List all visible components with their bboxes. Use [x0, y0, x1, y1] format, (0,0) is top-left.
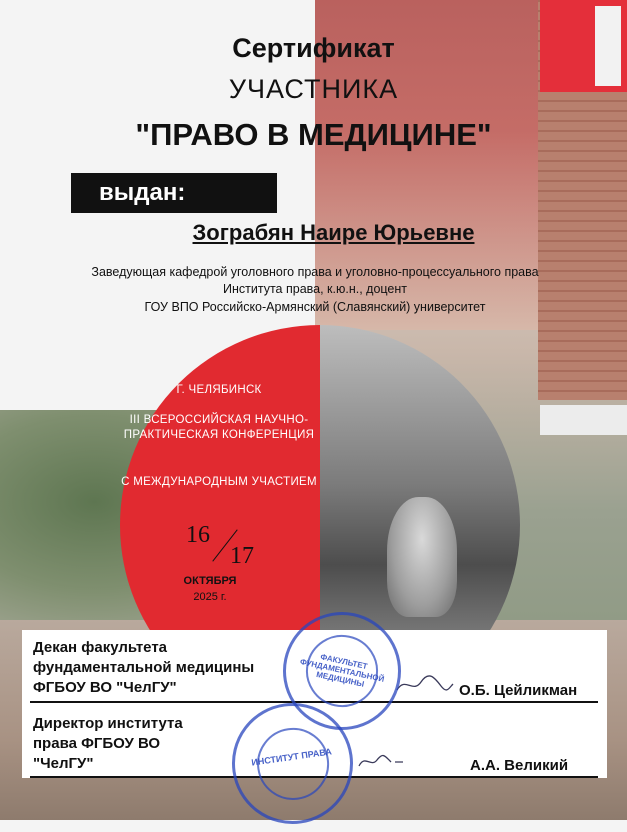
event-title: "ПРАВО В МЕДИЦИНЕ"	[135, 117, 492, 152]
certificate-subtitle: УЧАСТНИКА	[228, 74, 399, 104]
background-window	[540, 405, 627, 435]
stamp-1-text: ФАКУЛЬТЕТ ФУНДАМЕНТАЛЬНОЙ МЕДИЦИНЫ	[299, 652, 386, 689]
conference-participation: С МЕЖДУНАРОДНЫМ УЧАСТИЕМ	[121, 476, 317, 488]
handwritten-signature-1	[395, 672, 455, 697]
issued-banner	[71, 173, 277, 213]
stamp-2-text: ИНСТИТУТ ПРАВА	[250, 746, 333, 768]
handwritten-signature-2	[355, 748, 405, 773]
conference-name: III ВСЕРОССИЙСКАЯ НАУЧНО-ПРАКТИЧЕСКАЯ КОНФЕРЕНЦИЯ	[123, 414, 315, 441]
conference-city: Г. ЧЕЛЯБИНСК	[176, 384, 262, 396]
recipient-position-3: ГОУ ВПО Российско-Армянский (Славянский) университет	[144, 300, 486, 314]
date-day-start: 16	[186, 522, 210, 548]
recipient-position-2: Института права, к.ю.н., доцент	[223, 282, 407, 296]
signer-2-title: Директор института права ФГБОУ ВО "ЧелГУ"	[33, 715, 183, 772]
date-month: ОКТЯБРЯ	[183, 575, 237, 587]
certificate-title: Сертификат	[232, 33, 395, 63]
signer-2-name: А.А. Великий	[470, 757, 569, 774]
gopher-image	[387, 497, 457, 617]
signer-1-title: Декан факультета фундаментальной медицины ФГБОУ ВО "ЧелГУ"	[33, 639, 255, 696]
recipient-position-1: Заведующая кафедрой уголовного права и уголовно-процессуального права	[91, 265, 539, 279]
issued-label: выдан:	[99, 179, 186, 206]
date-day-end: 17	[230, 543, 254, 569]
signer-1-name: О.Б. Цейликман	[459, 682, 578, 699]
date-year: 2025 г.	[193, 591, 227, 603]
recipient-name: Зограбян Наире Юрьевне	[192, 220, 475, 245]
